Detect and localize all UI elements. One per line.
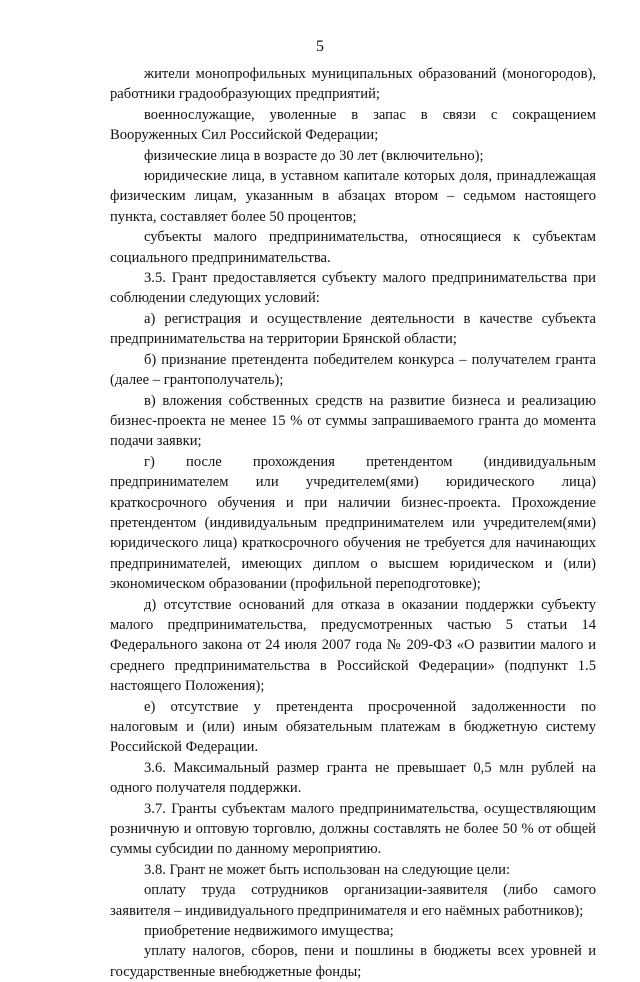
paragraph: 3.6. Максимальный размер гранта не превышает 0,5 млн рублей на одного получателя поддержки.	[110, 759, 596, 797]
paragraph: б) признание претендента победителем конкурса – получателем гранта (далее – грантополучатель);	[110, 351, 596, 389]
paragraph: а) регистрация и осуществление деятельности в качестве субъекта предпринимательства на территории Брянской области;	[110, 310, 596, 348]
paragraph: е) отсутствие у претендента просроченной задолженности по налоговым и (или) иным обязательным платежам в бюджетную систему Российской Федерации.	[110, 698, 596, 756]
paragraph: оплату труда сотрудников организации-заявителя (либо самого заявителя – индивидуального предпринимателя и его наёмных работников);	[110, 882, 596, 919]
paragraph: 3.8. Грант не может быть использован на следующие цели:	[144, 861, 511, 878]
paragraph: субъекты малого предпринимательства, относящиеся к субъектам социального предпринимательства.	[110, 229, 596, 266]
paragraph: военнослужащие, уволенные в запас в связи с сокращением Вооруженных Сил Российской Федерации;	[110, 106, 596, 144]
paragraph: 3.7. Гранты субъектам малого предпринимательства, осуществляющим розничную и оптовую торговлю, должны составлять не более 50 % от общей суммы субсидии по данному мероприятию.	[110, 800, 596, 858]
paragraph: д) отсутствие оснований для отказа в оказании поддержки субъекту малого предпринимательства, предусмотренных частью 5 статьи 14 Федерального закона от 24 июля 2007 года № 209-ФЗ «О развитии малого и среднего предпринимательства в Российской Федерации» (подпункт 1.5 настоящего Положения);	[110, 596, 596, 695]
paragraph: физические лица в возрасте до 30 лет (включительно);	[144, 147, 484, 164]
paragraph: юридические лица, в уставном капитале которых доля, принадлежащая физическим лицам, указанным в абзацах втором – седьмом настоящего пункта, составляет более 50 процентов;	[110, 168, 596, 225]
paragraph: г) после прохождения претендентом (индивидуальным предпринимателем или учредителем(ями) юридического лица) краткосрочного обучения и при наличии бизнес-проекта. Прохождение претендентом (индивидуальным предпринимателем или учредителем(ями) юридического лица) краткосрочного обучения не требуется для начинающих предпринимателей, имеющих диплом о высшем юридическом и (или) экономическом образовании (профильной переподготовке);	[110, 453, 596, 593]
paragraph: в) вложения собственных средств на развитие бизнеса и реализацию бизнес-проекта не менее 15 % от суммы запрашиваемого гранта до момента подачи заявки;	[110, 392, 596, 450]
page-number: 5	[316, 38, 324, 55]
paragraph: 3.5. Грант предоставляется субъекту малого предпринимательства при соблюдении следующих условий:	[110, 270, 596, 307]
document-body	[110, 64, 596, 982]
paragraph: уплату налогов, сборов, пени и пошлины в бюджеты всех уровней и государственные внебюджетные фонды;	[110, 943, 596, 980]
paragraph: жители монопрофильных муниципальных образований (моногородов), работники градообразующих предприятий;	[110, 66, 596, 103]
paragraph: приобретение недвижимого имущества;	[144, 923, 394, 940]
